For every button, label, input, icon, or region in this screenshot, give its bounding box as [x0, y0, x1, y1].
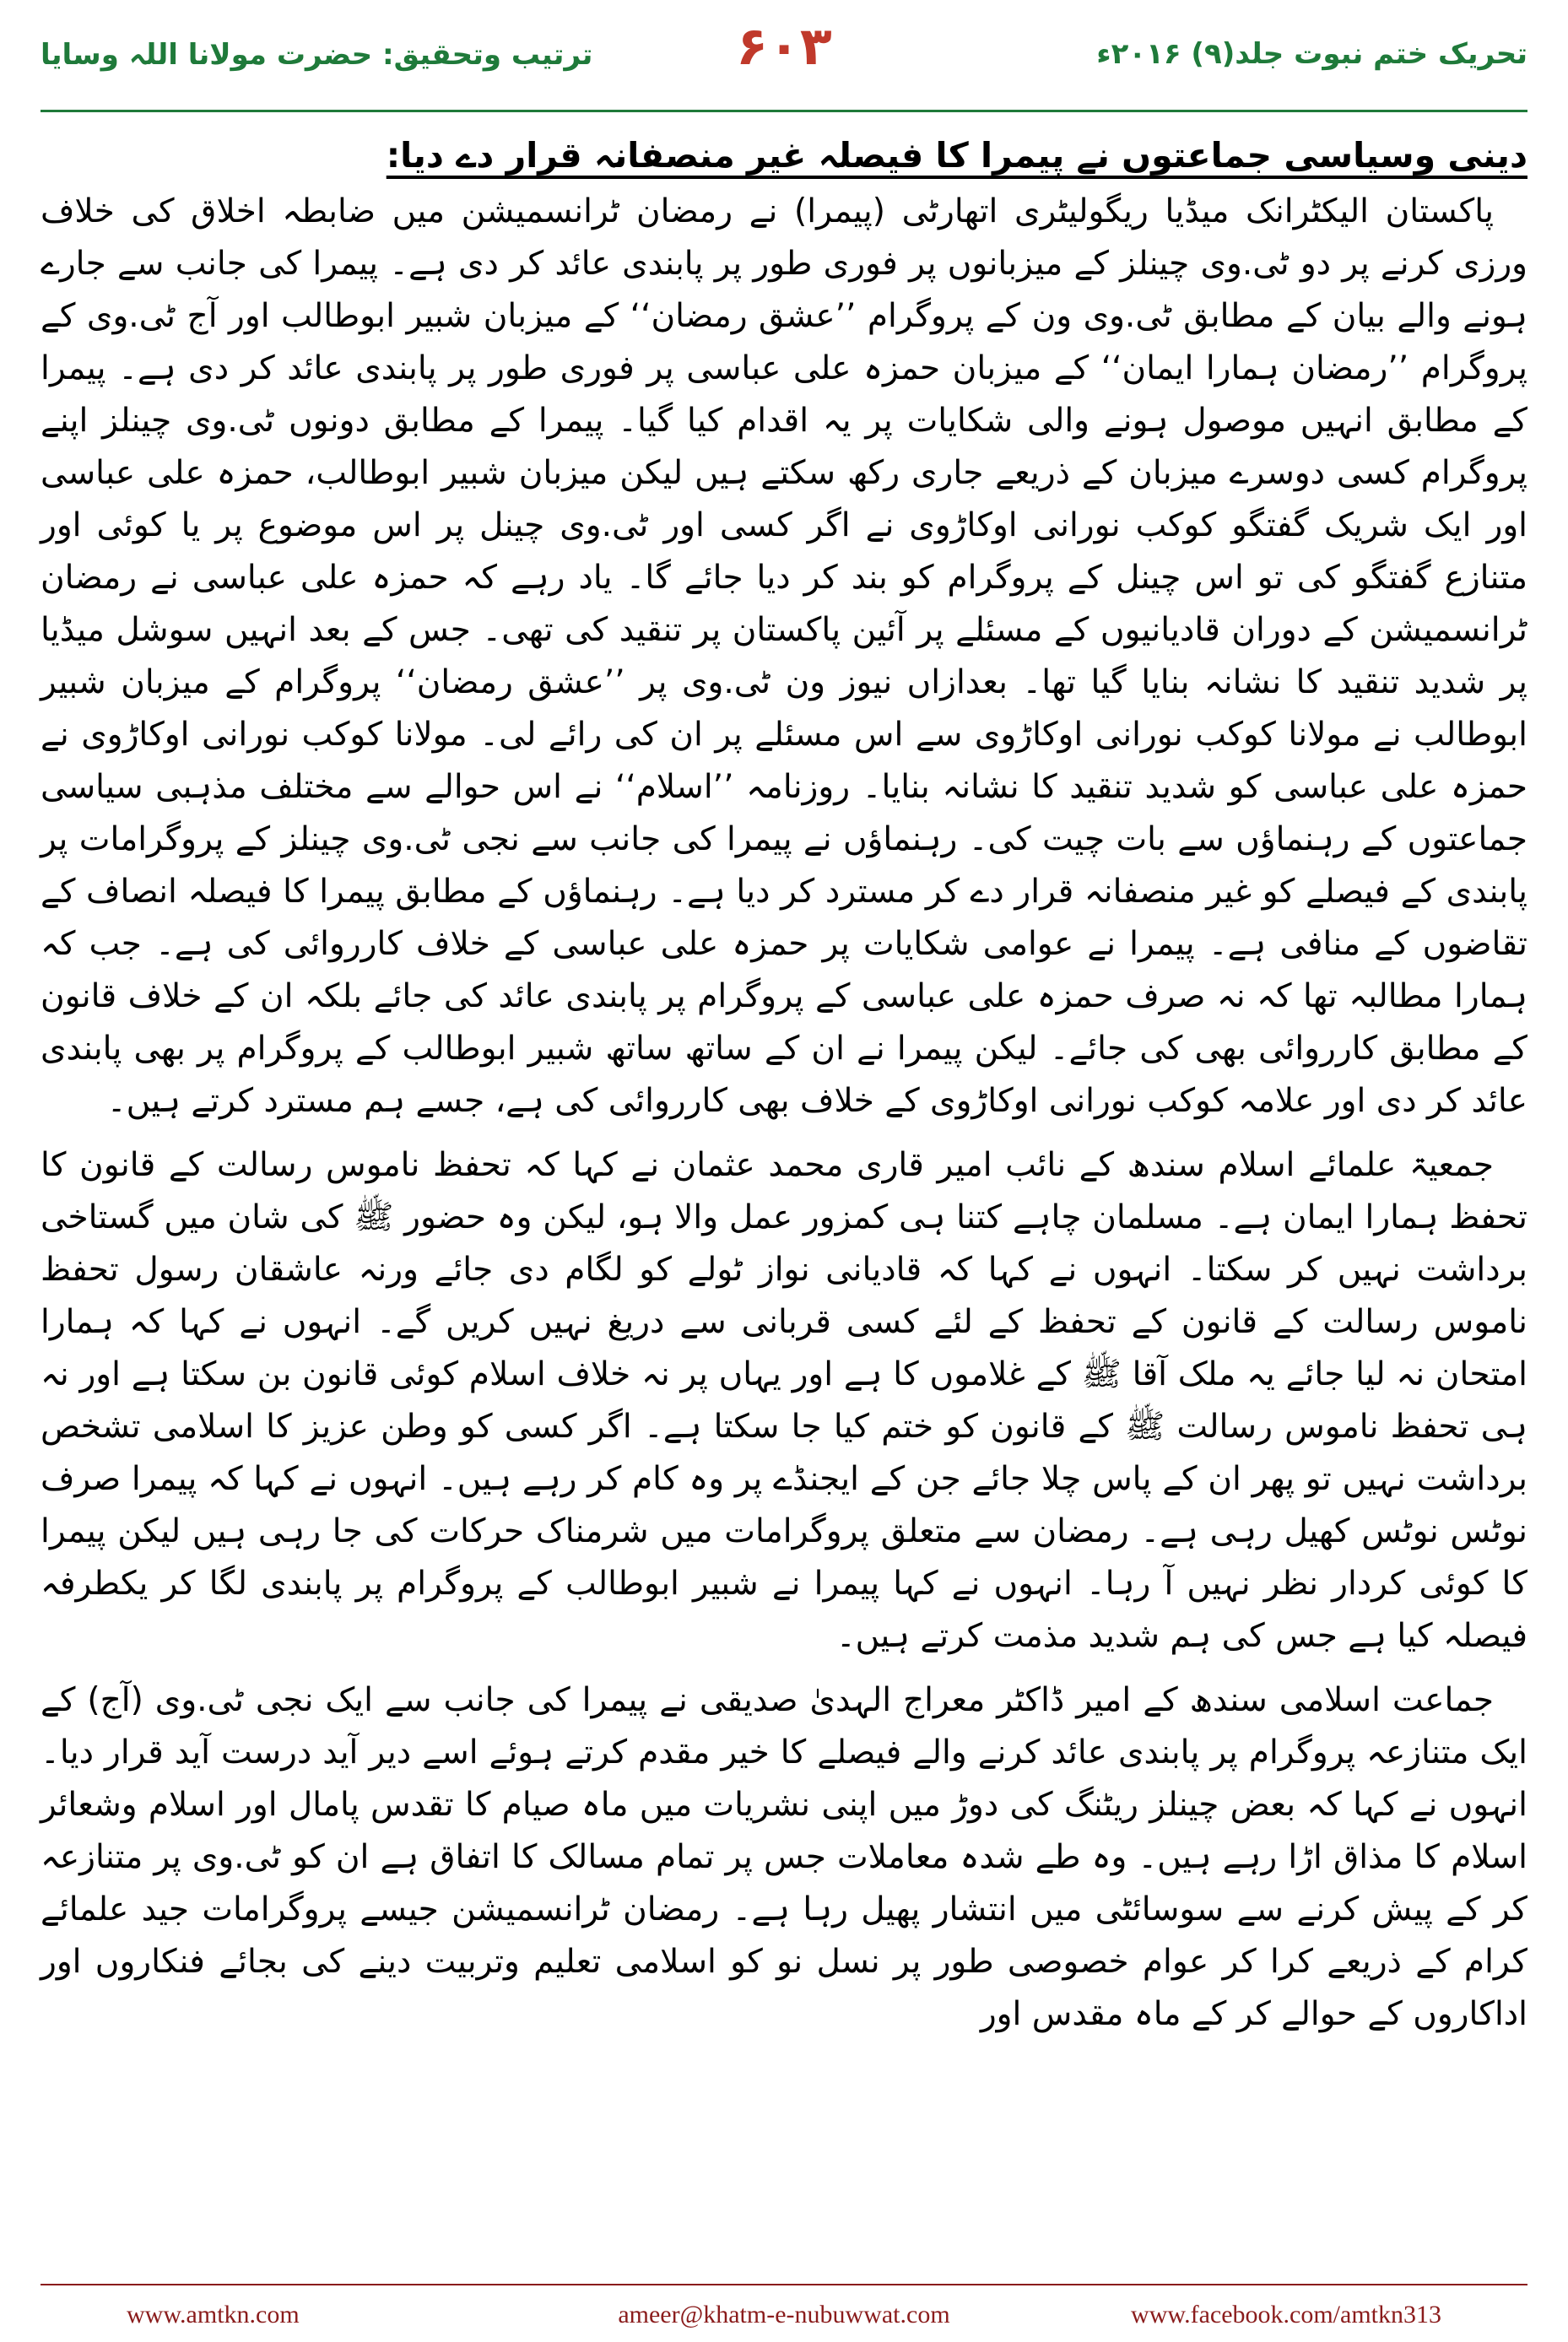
page-header [0, 0, 1568, 127]
header-compiler-credit: ترتیب وتحقیق: حضرت مولانا اللہ وسایا [41, 38, 593, 72]
facebook-link[interactable]: www.facebook.com/amtkn313 [1131, 2301, 1441, 2328]
page-number: ۶۰۳ [736, 15, 832, 77]
footer-divider [41, 2284, 1527, 2285]
header-book-title: تحریک ختم نبوت جلد(۹) ۲۰۱۶ء [1096, 37, 1527, 71]
header-divider [41, 110, 1527, 112]
article-body [41, 127, 1527, 2270]
website-link[interactable]: www.amtkn.com [127, 2301, 300, 2328]
article-paragraph: پاکستان الیکٹرانک میڈیا ریگولیٹری اتھارٹی (پیمرا) نے رمضان ٹرانسمیشن میں ضابطہ اخلاق کی خلاف ورزی کرنے پر دو ٹی.وی چینلز کے میزبانوں پر فوری طور پر پابندی عائد کر دی ہے۔ پیمرا کی جانب سے جارے ہونے والے بیان کے مطابق ٹی.وی ون کے پروگرام ’’عشق رمضان‘‘ کے میزبان شبیر ابوطالب اور آج ٹی.وی کے پروگرام ’’رمضان ہمارا ایمان‘‘ کے میزبان حمزہ علی عباسی پر فوری طور پر پابندی عائد کر دی ہے۔ پیمرا کے مطابق انہیں موصول ہونے والی شکایات پر یہ اقدام کیا گیا۔ پیمرا کے مطابق دونوں ٹی.وی چینلز اپنے پروگرام کسی دوسرے میزبان کے ذریعے جاری رکھ سکتے ہیں لیکن میزبان شبیر ابوطالب، حمزہ علی عباسی اور ایک شریک گفتگو کوکب نورانی اوکاڑوی نے اگر کسی اور ٹی.وی چینل پر اس موضوع پر یا کوئی اور متنازع گفتگو کی تو اس چینل کے پروگرام کو بند کر دیا جائے گا۔ یاد رہے کہ حمزہ علی عباسی نے رمضان ٹرانسمیشن کے دوران قادیانیوں کے مسئلے پر آئین پاکستان پر تنقید کی تھی۔ جس کے بعد انہیں سوشل میڈیا پر شدید تنقید کا نشانہ بنایا گیا تھا۔ بعدازاں نیوز ون ٹی.وی پر ’’عشق رمضان‘‘ پروگرام کے میزبان شبیر ابوطالب نے مولانا کوکب نورانی اوکاڑوی سے اس مسئلے پر ان کی رائے لی۔ مولانا کوکب نورانی اوکاڑوی نے حمزہ علی عباسی کو شدید تنقید کا نشانہ بنایا۔ روزنامہ ’’اسلام‘‘ نے اس حوالے سے مختلف مذہبی سیاسی جماعتوں کے رہنماؤں سے بات چیت کی۔ رہنماؤں نے پیمرا کی جانب سے نجی ٹی.وی چینلز کے پروگرامات پر پابندی کے فیصلے کو غیر منصفانہ قرار دے کر مسترد کر دیا ہے۔ رہنماؤں کے مطابق پیمرا کا فیصلہ انصاف کے تقاضوں کے منافی ہے۔ پیمرا نے عوامی شکایات پر حمزہ علی عباسی کے خلاف کارروائی کی ہے۔ جب کہ ہمارا مطالبہ تھا کہ نہ صرف حمزہ علی عباسی کے پروگرام پر پابندی عائد کی جائے بلکہ ان کے خلاف قانون کے مطابق کارروائی بھی کی جائے۔ لیکن پیمرا نے ان کے ساتھ ساتھ شبیر ابوطالب کے پروگرام پر بھی پابندی عائد کر دی اور علامہ کوکب نورانی اوکاڑوی کے خلاف بھی کارروائی کی ہے، جسے ہم مسترد کرتے ہیں۔ [41, 192, 1527, 1120]
article-paragraph: جمعیۃ علمائے اسلام سندھ کے نائب امیر قاری محمد عثمان نے کہا کہ تحفظ ناموس رسالت کے قانون کا تحفظ ہمارا ایمان ہے۔ مسلمان چاہے کتنا ہی کمزور عمل والا ہو، لیکن وہ حضور ﷺ کی شان میں گستاخی برداشت نہیں کر سکتا۔ انہوں نے کہا کہ قادیانی نواز ٹولے کو لگام دی جائے ورنہ عاشقان رسول تحفظ ناموس رسالت کے قانون کے تحفظ کے لئے کسی قربانی سے دریغ نہیں کریں گے۔ انہوں نے کہا کہ ہمارا امتحان نہ لیا جائے یہ ملک آقا ﷺ کے غلاموں کا ہے اور یہاں پر نہ خلاف اسلام کوئی قانون بن سکتا ہے اور نہ ہی تحفظ ناموس رسالت ﷺ کے قانون کو ختم کیا جا سکتا ہے۔ اگر کسی کو وطن عزیز کا اسلامی تشخص برداشت نہیں تو پھر ان کے پاس چلا جائے جن کے ایجنڈے پر وہ کام کر رہے ہیں۔ انہوں نے کہا کہ پیمرا صرف نوٹس نوٹس کھیل رہی ہے۔ رمضان سے متعلق پروگرامات میں شرمناک حرکات کی جا رہی ہیں لیکن پیمرا کا کوئی کردار نظر نہیں آ رہا۔ انہوں نے کہا پیمرا نے شبیر ابوطالب کے پروگرام پر پابندی لگا کر یکطرفہ فیصلہ کیا ہے جس کی ہم شدید مذمت کرتے ہیں۔ [41, 1146, 1527, 1655]
email-link[interactable]: ameer@khatm-e-nubuwwat.com [618, 2301, 950, 2328]
article-heading: دینی وسیاسی جماعتوں نے پیمرا کا فیصلہ غیر منصفانہ قرار دے دیا: [386, 135, 1527, 176]
article-paragraph: جماعت اسلامی سندھ کے امیر ڈاکٹر معراج الہدیٰ صدیقی نے پیمرا کی جانب سے ایک نجی ٹی.وی (آج) کے ایک متنازعہ پروگرام پر پابندی عائد کرنے والے فیصلے کا خیر مقدم کرتے ہوئے اسے دیر آید درست آید قرار دیا۔ انہوں نے کہا کہ بعض چینلز ریٹنگ کی دوڑ میں اپنی نشریات میں ماہ صیام کا تقدس پامال اور اسلام وشعائر اسلام کا مذاق اڑا رہے ہیں۔ وہ طے شدہ معاملات جس پر تمام مسالک کا اتفاق ہے ان کو ٹی.وی پر متنازعہ کر کے پیش کرنے سے سوسائٹی میں انتشار پھیل رہا ہے۔ رمضان ٹرانسمیشن جیسے پروگرامات جید علمائے کرام کے ذریعے کرا کر عوام خصوصی طور پر نسل نو کو اسلامی تعلیم وتربیت دینے کی بجائے فنکاروں اور اداکاروں کے حوالے کر کے ماہ مقدس اور [41, 1681, 1527, 2033]
page-footer [0, 2292, 1568, 2339]
